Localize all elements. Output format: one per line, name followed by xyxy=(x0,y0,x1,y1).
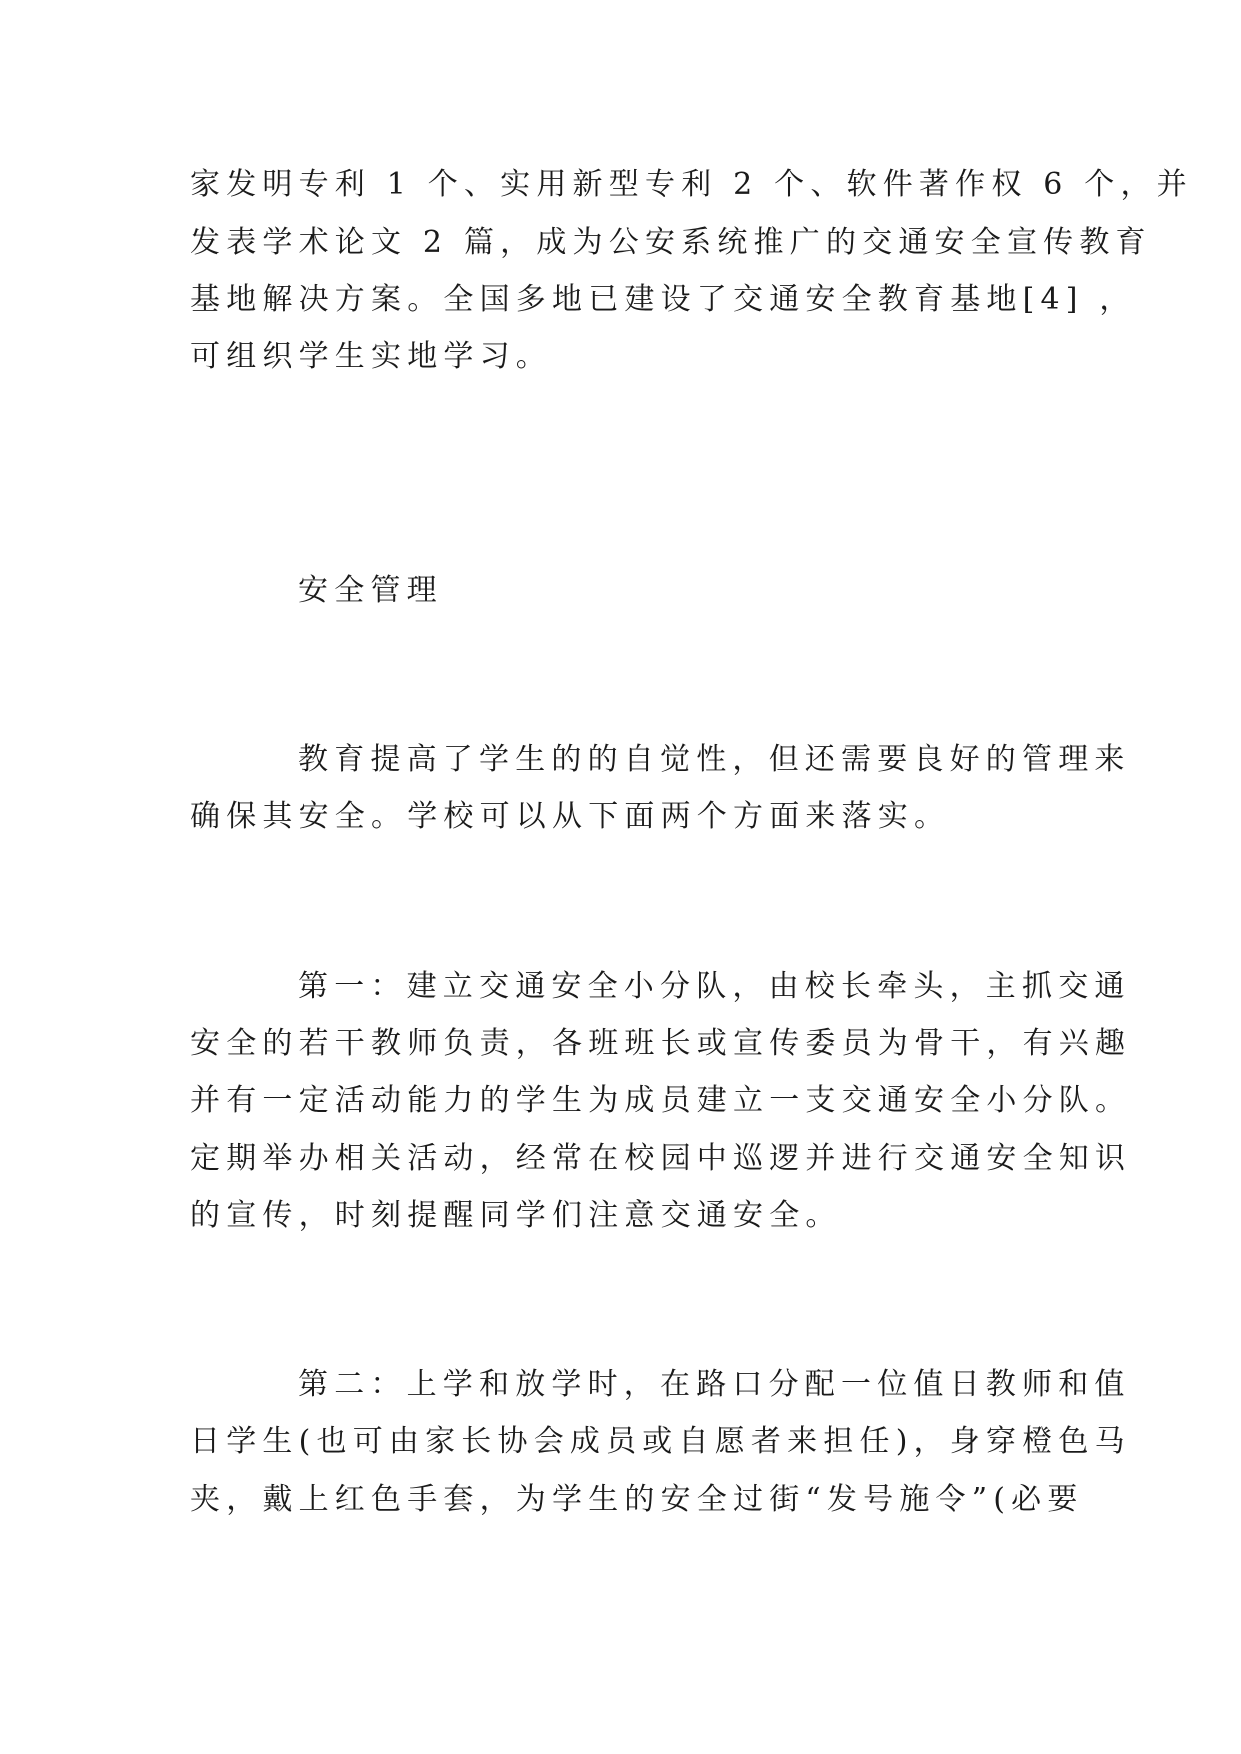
text-line: 第一：建立交通安全小分队，由校长牵头，主抓交通 xyxy=(298,969,1131,1004)
text-line: 确保其安全。学校可以从下面两个方面来落实。 xyxy=(190,799,951,834)
text-line: 安全的若干教师负责，各班班长或宣传委员为骨干，有兴趣 xyxy=(190,1026,1132,1061)
text-line: 并有一定活动能力的学生为成员建立一支交通安全小分队。 xyxy=(190,1083,1132,1118)
text-line: 夹，戴上红色手套，为学生的安全过街“发号施令”(必要 xyxy=(190,1482,1084,1517)
text-line: 的宣传，时刻提醒同学们注意交通安全。 xyxy=(190,1198,842,1233)
section-heading: 安全管理 xyxy=(298,573,443,608)
text-line: 定期举办相关活动，经常在校园中巡逻并进行交通安全知识 xyxy=(190,1141,1132,1176)
text-line: 可组织学生实地学习。 xyxy=(190,339,552,374)
text-line: 第二：上学和放学时，在路口分配一位值日教师和值 xyxy=(298,1367,1131,1402)
text-line: 日学生(也可由家长协会成员或自愿者来担任)，身穿橙色马 xyxy=(190,1424,1131,1459)
text-line: 家发明专利 1 个、实用新型专利 2 个、软件著作权 6 个，并 xyxy=(190,167,1193,202)
text-line: 基地解决方案。全国多地已建设了交通安全教育基地[4] ， xyxy=(190,282,1136,317)
text-line: 教育提高了学生的的自觉性，但还需要良好的管理来 xyxy=(298,742,1131,777)
text-line: 发表学术论文 2 篇，成为公安系统推广的交通安全宣传教育 xyxy=(190,225,1152,260)
